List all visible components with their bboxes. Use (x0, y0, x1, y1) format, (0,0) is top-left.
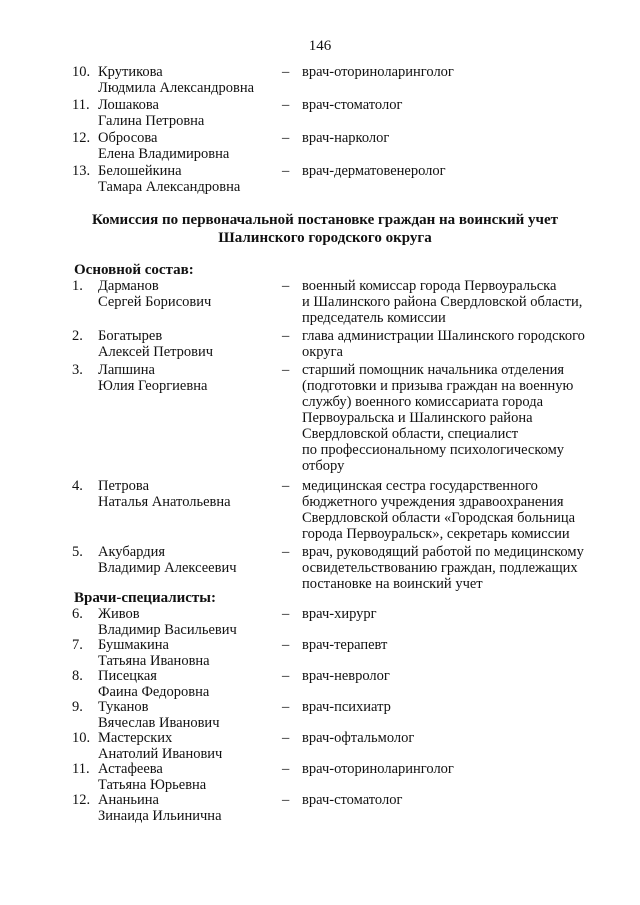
member-number: 11. (72, 761, 90, 777)
member-number: 5. (72, 544, 83, 560)
member-surname: Лапшина (98, 362, 155, 378)
dash-separator: – (282, 637, 290, 653)
member-name (98, 544, 288, 576)
member-name (98, 97, 288, 129)
member-surname: Живов (98, 606, 140, 622)
member-name (98, 64, 288, 96)
main-composition-heading: Основной состав: (74, 262, 194, 278)
dash-separator: – (282, 130, 290, 146)
member-row (72, 606, 612, 637)
member-role-line: старший помощник начальника отделения (302, 362, 565, 378)
member-role-line: глава администрации Шалинского городского (302, 328, 585, 344)
member-given-names: Галина Петровна (98, 113, 205, 129)
member-number: 6. (72, 606, 83, 622)
member-role-line: округа (302, 344, 343, 360)
member-role-line: врач-хирург (302, 606, 377, 622)
member-surname: Туканов (98, 699, 149, 715)
member-surname: Богатырев (98, 328, 163, 344)
member-row (72, 699, 612, 730)
member-given-names: Наталья Анатольевна (98, 494, 231, 510)
member-number: 11. (72, 97, 90, 113)
member-name (98, 668, 288, 700)
member-role-line: военный комиссар города Первоуральска (302, 278, 557, 294)
member-role-line: врач-оториноларинголог (302, 761, 454, 777)
member-number: 9. (72, 699, 83, 715)
member-surname: Дарманов (98, 278, 159, 294)
member-name (98, 362, 288, 394)
member-role-line: врач-офтальмолог (302, 730, 415, 746)
member-role-line: (подготовки и призыва граждан на военную (302, 378, 574, 394)
member-surname: Астафеева (98, 761, 163, 777)
member-name (98, 792, 288, 824)
member-row (72, 130, 612, 163)
member-role-line: врач, руководящий работой по медицинскому (302, 544, 584, 560)
dash-separator: – (282, 668, 290, 684)
member-given-names: Татьяна Ивановна (98, 653, 210, 669)
member-given-names: Елена Владимировна (98, 146, 230, 162)
member-surname: Ананьина (98, 792, 159, 808)
member-row (72, 668, 612, 699)
member-name (98, 730, 288, 762)
dash-separator: – (282, 730, 290, 746)
member-surname: Лошакова (98, 97, 159, 113)
member-number: 12. (72, 130, 91, 146)
member-surname: Акубардия (98, 544, 166, 560)
dash-separator: – (282, 606, 290, 622)
member-row (72, 64, 612, 97)
member-role (302, 792, 612, 808)
member-role-line: врач-оториноларинголог (302, 64, 454, 80)
member-role-line: врач-нарколог (302, 130, 390, 146)
dash-separator: – (282, 761, 290, 777)
member-given-names: Вячеслав Иванович (98, 715, 220, 731)
member-surname: Белошейкина (98, 163, 182, 179)
dash-separator: – (282, 362, 290, 378)
member-number: 1. (72, 278, 83, 294)
member-name (98, 278, 288, 310)
member-role (302, 328, 612, 360)
member-name (98, 328, 288, 360)
member-role-line: Свердловской области «Городская больница (302, 510, 576, 526)
member-role-line: врач-психиатр (302, 699, 391, 715)
member-role (302, 97, 612, 113)
member-surname: Бушмакина (98, 637, 169, 653)
member-role (302, 637, 612, 653)
member-row (72, 792, 612, 823)
member-role-line: постановке на воинский учет (302, 576, 483, 592)
member-row (72, 544, 612, 594)
member-role (302, 761, 612, 777)
member-row (72, 478, 612, 544)
member-role-line: врач-стоматолог (302, 97, 403, 113)
member-given-names: Людмила Александровна (98, 80, 255, 96)
member-role-line: врач-стоматолог (302, 792, 403, 808)
member-given-names: Татьяна Юрьевна (98, 777, 207, 793)
member-given-names: Владимир Васильевич (98, 622, 237, 638)
member-row (72, 328, 612, 362)
member-name (98, 130, 288, 162)
member-role-line: и Шалинского района Свердловской области, (302, 294, 583, 310)
member-given-names: Зинаида Ильинична (98, 808, 222, 824)
member-role (302, 362, 612, 474)
member-row (72, 637, 612, 668)
member-row (72, 730, 612, 761)
member-role (302, 668, 612, 684)
member-role-line: бюджетного учреждения здравоохранения (302, 494, 564, 510)
member-role (302, 699, 612, 715)
member-given-names: Тамара Александровна (98, 179, 241, 195)
member-given-names: Анатолий Иванович (98, 746, 223, 762)
member-role (302, 163, 612, 179)
member-role-line: врач-невролог (302, 668, 390, 684)
member-role (302, 64, 612, 80)
member-role (302, 544, 612, 592)
member-role (302, 730, 612, 746)
member-role (302, 130, 612, 146)
member-given-names: Алексей Петрович (98, 344, 214, 360)
commission-title-line2: Шалинского городского округа (218, 230, 432, 246)
member-given-names: Фаина Федоровна (98, 684, 210, 700)
dash-separator: – (282, 163, 290, 179)
member-number: 10. (72, 64, 91, 80)
member-name (98, 637, 288, 669)
dash-separator: – (282, 792, 290, 808)
dash-separator: – (282, 544, 290, 560)
member-number: 7. (72, 637, 83, 653)
member-name (98, 699, 288, 731)
member-number: 10. (72, 730, 91, 746)
dash-separator: – (282, 97, 290, 113)
dash-separator: – (282, 699, 290, 715)
member-row (72, 97, 612, 130)
member-role-line: Первоуральска и Шалинского района (302, 410, 533, 426)
member-number: 12. (72, 792, 91, 808)
member-surname: Обросова (98, 130, 158, 146)
member-given-names: Владимир Алексеевич (98, 560, 237, 576)
member-given-names: Сергей Борисович (98, 294, 212, 310)
member-role-line: председатель комиссии (302, 310, 446, 326)
member-row (72, 362, 612, 478)
member-role-line: врач-дерматовенеролог (302, 163, 446, 179)
member-role-line: врач-терапевт (302, 637, 388, 653)
member-role-line: отбору (302, 458, 345, 474)
member-surname: Петрова (98, 478, 150, 494)
dash-separator: – (282, 64, 290, 80)
member-role-line: города Первоуральск», секретарь комиссии (302, 526, 570, 542)
member-row (72, 163, 612, 196)
member-row (72, 761, 612, 792)
member-surname: Крутикова (98, 64, 163, 80)
member-surname: Писецкая (98, 668, 157, 684)
member-role-line: медицинская сестра государственного (302, 478, 538, 494)
member-number: 4. (72, 478, 83, 494)
member-surname: Мастерских (98, 730, 173, 746)
dash-separator: – (282, 478, 290, 494)
doctors-heading: Врачи-специалисты: (74, 590, 217, 606)
member-number: 8. (72, 668, 83, 684)
dash-separator: – (282, 328, 290, 344)
member-row (72, 278, 612, 328)
member-name (98, 163, 288, 195)
member-role (302, 606, 612, 622)
member-role (302, 478, 612, 542)
member-given-names: Юлия Георгиевна (98, 378, 208, 394)
commission-title-line1: Комиссия по первоначальной постановке граждан на воинский учет (92, 212, 558, 228)
member-number: 2. (72, 328, 83, 344)
member-name (98, 606, 288, 638)
member-role-line: Свердловской области, специалист (302, 426, 519, 442)
member-role (302, 278, 612, 326)
member-name (98, 761, 288, 793)
page-number: 146 (308, 38, 332, 54)
member-role-line: службу) военного комиссариата города (302, 394, 544, 410)
member-role-line: освидетельствованию граждан, подлежащих (302, 560, 578, 576)
dash-separator: – (282, 278, 290, 294)
member-name (98, 478, 288, 510)
member-number: 3. (72, 362, 83, 378)
member-role-line: по профессиональному психологическому (302, 442, 565, 458)
member-number: 13. (72, 163, 91, 179)
